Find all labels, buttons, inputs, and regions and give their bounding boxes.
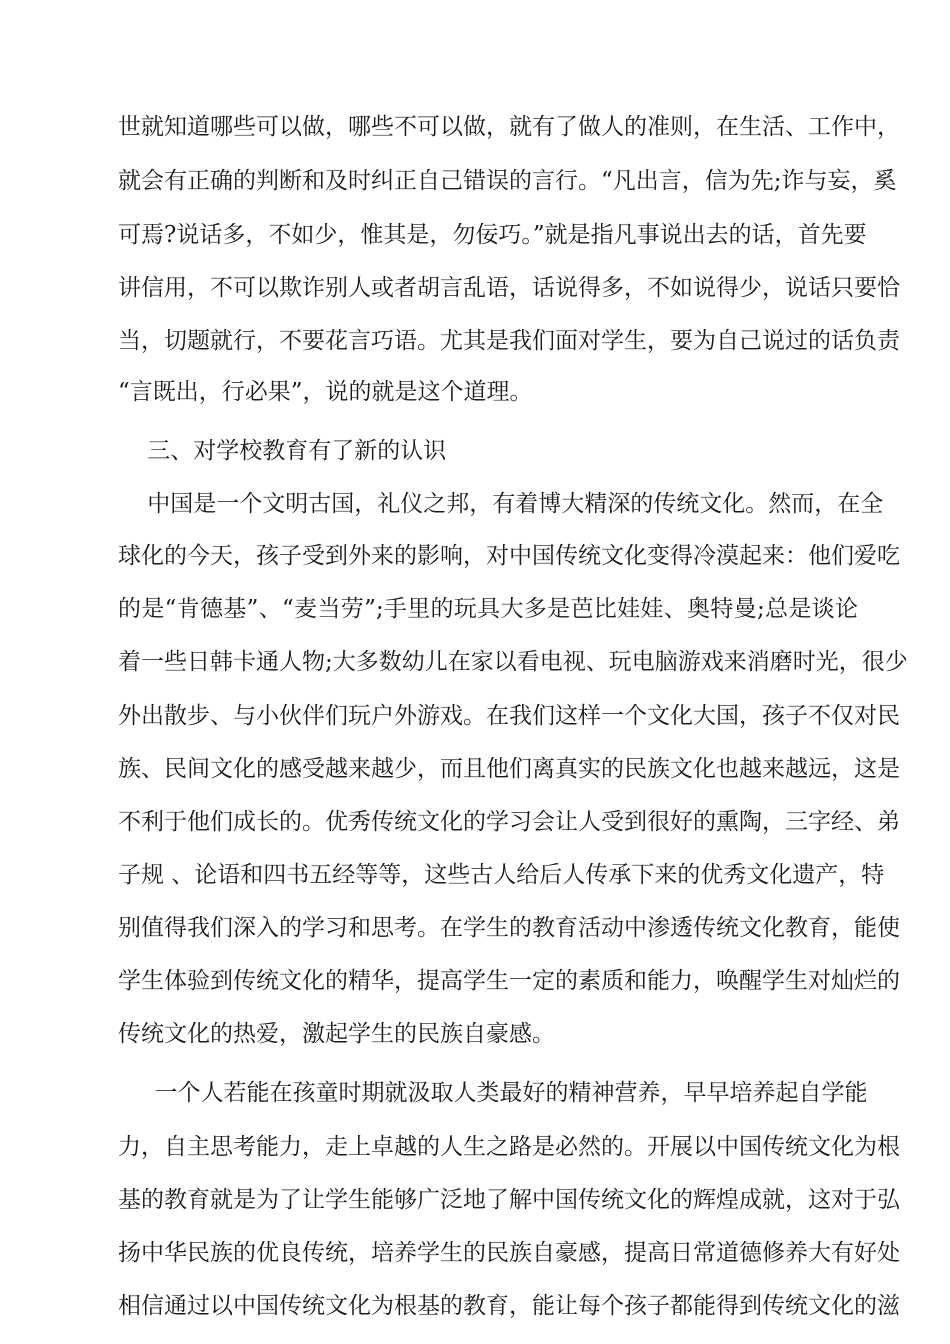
text-line: 中国是一个文明古国，礼仪之邦，有着博大精深的传统文化。然而，在全 xyxy=(118,491,884,517)
text-line: 不利于他们成长的。优秀传统文化的学习会让人受到很好的熏陶，三字经、弟 xyxy=(118,809,900,835)
text-line: 当，切题就行，不要花言巧语。尤其是我们面对学生，要为自己说过的话负责 xyxy=(118,328,900,354)
text-line: “言既出，行必果”，说的就是这个道理。 xyxy=(118,379,533,405)
text-line: 可焉?说话多，不如少，惟其是，勿佞巧。”就是指凡事说出去的话，首先要 xyxy=(118,222,867,248)
text-line: 着一些日韩卡通人物;大多数幼儿在家以看电视、玩电脑游戏来消磨时光，很少 xyxy=(118,649,908,675)
text-line: 子规 、论语和四书五经等等，这些古人给后人传承下来的优秀文化遗产，特 xyxy=(118,862,885,888)
text-line: 就会有正确的判断和及时纠正自己错误的言行。“凡出言，信为先;诈与妄，奚 xyxy=(118,168,897,194)
text-line: 外出散步、与小伙伴们玩户外游戏。在我们这样一个文化大国，孩子不仅对民 xyxy=(118,703,900,729)
text-line: 一个人若能在孩童时期就汲取人类最好的精神营养，早早培养起自学能 xyxy=(118,1080,868,1106)
text-line: 扬中华民族的优良传统，培养学生的民族自豪感，提高日常道德修养大有好处 xyxy=(118,1240,900,1266)
text-line: 的是“肯德基”、“麦当劳”;手里的玩具大多是芭比娃娃、奥特曼;总是谈论 xyxy=(118,596,858,622)
text-line: 世就知道哪些可以做，哪些不可以做，就有了做人的准则，在生活、工作中， xyxy=(118,114,900,140)
section-heading: 三、对学校教育有了新的认识 xyxy=(118,438,447,464)
text-line: 基的教育就是为了让学生能够广泛地了解中国传统文化的辉煌成就，这对于弘 xyxy=(118,1187,900,1213)
text-line: 传统文化的热爱，激起学生的民族自豪感。 xyxy=(118,1021,555,1047)
text-line: 别值得我们深入的学习和思考。在学生的教育活动中渗透传统文化教育，能使 xyxy=(118,915,900,941)
text-line: 学生体验到传统文化的精华，提高学生一定的素质和能力，唤醒学生对灿烂的 xyxy=(118,968,900,994)
text-line: 力，自主思考能力，走上卓越的人生之路是必然的。开展以中国传统文化为根 xyxy=(118,1134,900,1160)
text-line: 相信通过以中国传统文化为根基的教育，能让每个孩子都能得到传统文化的滋 xyxy=(118,1293,900,1319)
text-line: 球化的今天，孩子受到外来的影响，对中国传统文化变得冷漠起来：他们爱吃 xyxy=(118,543,900,569)
text-line: 讲信用，不可以欺诈别人或者胡言乱语，话说得多，不如说得少，说话只要恰 xyxy=(118,275,900,301)
text-line: 族、民间文化的感受越来越少，而且他们离真实的民族文化也越来越远，这是 xyxy=(118,756,900,782)
